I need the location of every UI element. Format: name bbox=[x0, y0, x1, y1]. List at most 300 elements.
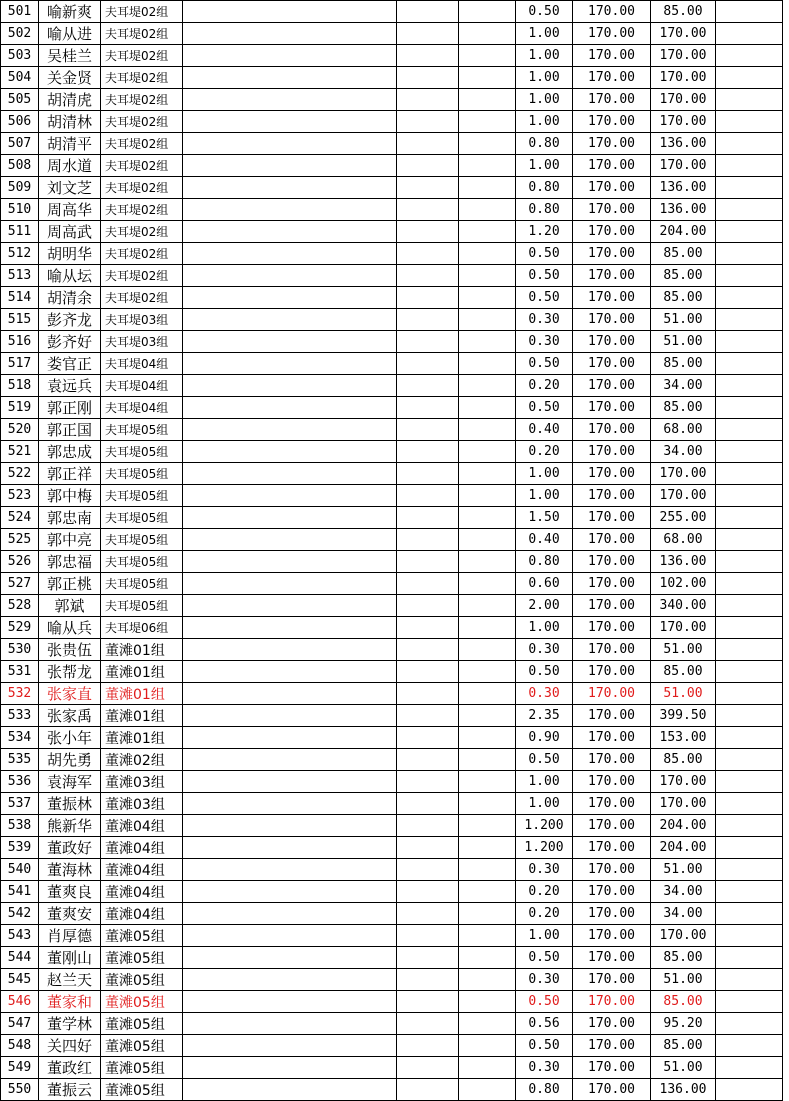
row-number-cell: 533 bbox=[1, 705, 39, 727]
name-cell: 赵兰天 bbox=[39, 969, 101, 991]
group-cell: 夫耳堤02组 bbox=[101, 111, 183, 133]
name-cell: 喻从坛 bbox=[39, 265, 101, 287]
group-cell: 董滩04组 bbox=[101, 881, 183, 903]
amount-cell: 340.00 bbox=[651, 595, 716, 617]
name-cell: 关四好 bbox=[39, 1035, 101, 1057]
price-cell: 170.00 bbox=[573, 67, 651, 89]
name-cell: 袁海军 bbox=[39, 771, 101, 793]
group-cell: 董滩05组 bbox=[101, 1057, 183, 1079]
price-cell: 170.00 bbox=[573, 749, 651, 771]
price-cell: 170.00 bbox=[573, 573, 651, 595]
empty-cell bbox=[459, 617, 516, 639]
group-cell: 夫耳堤02组 bbox=[101, 287, 183, 309]
name-cell: 彭齐好 bbox=[39, 331, 101, 353]
price-cell: 170.00 bbox=[573, 23, 651, 45]
area-cell: 0.90 bbox=[516, 727, 573, 749]
amount-cell: 170.00 bbox=[651, 111, 716, 133]
group-cell: 夫耳堤05组 bbox=[101, 463, 183, 485]
table-row bbox=[1, 1079, 783, 1101]
group-cell: 夫耳堤02组 bbox=[101, 243, 183, 265]
empty-cell bbox=[183, 903, 397, 925]
empty-cell bbox=[716, 463, 783, 485]
group-cell: 夫耳堤02组 bbox=[101, 45, 183, 67]
price-cell: 170.00 bbox=[573, 89, 651, 111]
area-cell: 1.00 bbox=[516, 155, 573, 177]
name-cell: 张家直 bbox=[39, 683, 101, 705]
name-cell: 肖厚德 bbox=[39, 925, 101, 947]
group-cell: 董滩05组 bbox=[101, 1035, 183, 1057]
table-row bbox=[1, 375, 783, 397]
empty-cell bbox=[459, 727, 516, 749]
empty-cell bbox=[183, 529, 397, 551]
name-cell: 周高华 bbox=[39, 199, 101, 221]
name-cell: 董海林 bbox=[39, 859, 101, 881]
empty-cell bbox=[397, 23, 459, 45]
empty-cell bbox=[397, 969, 459, 991]
empty-cell bbox=[716, 661, 783, 683]
empty-cell bbox=[459, 287, 516, 309]
empty-cell bbox=[716, 23, 783, 45]
empty-cell bbox=[183, 617, 397, 639]
empty-cell bbox=[716, 199, 783, 221]
group-cell: 夫耳堤05组 bbox=[101, 485, 183, 507]
group-cell: 董滩05组 bbox=[101, 1013, 183, 1035]
table-row bbox=[1, 133, 783, 155]
empty-cell bbox=[183, 111, 397, 133]
empty-cell bbox=[183, 221, 397, 243]
empty-cell bbox=[397, 397, 459, 419]
empty-cell bbox=[459, 353, 516, 375]
empty-cell bbox=[716, 1013, 783, 1035]
table-row bbox=[1, 705, 783, 727]
table-row bbox=[1, 727, 783, 749]
empty-cell bbox=[716, 155, 783, 177]
table-row bbox=[1, 793, 783, 815]
row-number-cell: 526 bbox=[1, 551, 39, 573]
empty-cell bbox=[459, 419, 516, 441]
empty-cell bbox=[716, 903, 783, 925]
table-row bbox=[1, 243, 783, 265]
empty-cell bbox=[459, 991, 516, 1013]
price-cell: 170.00 bbox=[573, 661, 651, 683]
area-cell: 0.20 bbox=[516, 375, 573, 397]
name-cell: 胡清林 bbox=[39, 111, 101, 133]
amount-cell: 85.00 bbox=[651, 265, 716, 287]
row-number-cell: 542 bbox=[1, 903, 39, 925]
table-row bbox=[1, 507, 783, 529]
empty-cell bbox=[183, 771, 397, 793]
empty-cell bbox=[183, 353, 397, 375]
amount-cell: 153.00 bbox=[651, 727, 716, 749]
empty-cell bbox=[183, 287, 397, 309]
group-cell: 夫耳堤05组 bbox=[101, 595, 183, 617]
empty-cell bbox=[397, 749, 459, 771]
row-number-cell: 527 bbox=[1, 573, 39, 595]
area-cell: 0.50 bbox=[516, 947, 573, 969]
group-cell: 董滩05组 bbox=[101, 969, 183, 991]
area-cell: 1.00 bbox=[516, 463, 573, 485]
area-cell: 1.20 bbox=[516, 221, 573, 243]
empty-cell bbox=[716, 573, 783, 595]
price-cell: 170.00 bbox=[573, 485, 651, 507]
empty-cell bbox=[716, 331, 783, 353]
name-cell: 董政红 bbox=[39, 1057, 101, 1079]
empty-cell bbox=[459, 793, 516, 815]
empty-cell bbox=[183, 925, 397, 947]
row-number-cell: 514 bbox=[1, 287, 39, 309]
empty-cell bbox=[459, 265, 516, 287]
empty-cell bbox=[397, 617, 459, 639]
group-cell: 夫耳堤05组 bbox=[101, 573, 183, 595]
amount-cell: 399.50 bbox=[651, 705, 716, 727]
name-cell: 彭齐龙 bbox=[39, 309, 101, 331]
price-cell: 170.00 bbox=[573, 353, 651, 375]
empty-cell bbox=[716, 595, 783, 617]
name-cell: 胡先勇 bbox=[39, 749, 101, 771]
empty-cell bbox=[397, 639, 459, 661]
area-cell: 1.00 bbox=[516, 771, 573, 793]
empty-cell bbox=[397, 771, 459, 793]
table-row bbox=[1, 639, 783, 661]
price-cell: 170.00 bbox=[573, 1079, 651, 1101]
empty-cell bbox=[459, 551, 516, 573]
area-cell: 1.00 bbox=[516, 617, 573, 639]
empty-cell bbox=[183, 133, 397, 155]
price-cell: 170.00 bbox=[573, 155, 651, 177]
row-number-cell: 503 bbox=[1, 45, 39, 67]
row-number-cell: 524 bbox=[1, 507, 39, 529]
empty-cell bbox=[397, 441, 459, 463]
name-cell: 张小年 bbox=[39, 727, 101, 749]
empty-cell bbox=[183, 507, 397, 529]
row-number-cell: 520 bbox=[1, 419, 39, 441]
name-cell: 周水道 bbox=[39, 155, 101, 177]
empty-cell bbox=[716, 45, 783, 67]
empty-cell bbox=[183, 727, 397, 749]
area-cell: 0.50 bbox=[516, 661, 573, 683]
empty-cell bbox=[183, 947, 397, 969]
row-number-cell: 539 bbox=[1, 837, 39, 859]
group-cell: 董滩01组 bbox=[101, 683, 183, 705]
empty-cell bbox=[716, 925, 783, 947]
empty-cell bbox=[397, 991, 459, 1013]
name-cell: 周高武 bbox=[39, 221, 101, 243]
amount-cell: 51.00 bbox=[651, 639, 716, 661]
amount-cell: 51.00 bbox=[651, 309, 716, 331]
area-cell: 0.60 bbox=[516, 573, 573, 595]
group-cell: 董滩05组 bbox=[101, 947, 183, 969]
empty-cell bbox=[716, 1057, 783, 1079]
empty-cell bbox=[459, 1079, 516, 1101]
price-cell: 170.00 bbox=[573, 177, 651, 199]
table-row bbox=[1, 419, 783, 441]
empty-cell bbox=[397, 331, 459, 353]
area-cell: 1.50 bbox=[516, 507, 573, 529]
empty-cell bbox=[459, 639, 516, 661]
table-row bbox=[1, 859, 783, 881]
row-number-cell: 547 bbox=[1, 1013, 39, 1035]
empty-cell bbox=[459, 573, 516, 595]
area-cell: 0.80 bbox=[516, 199, 573, 221]
table-row bbox=[1, 463, 783, 485]
empty-cell bbox=[397, 89, 459, 111]
group-cell: 夫耳堤02组 bbox=[101, 1, 183, 23]
price-cell: 170.00 bbox=[573, 969, 651, 991]
price-cell: 170.00 bbox=[573, 397, 651, 419]
empty-cell bbox=[397, 243, 459, 265]
empty-cell bbox=[183, 991, 397, 1013]
price-cell: 170.00 bbox=[573, 133, 651, 155]
empty-cell bbox=[716, 507, 783, 529]
area-cell: 0.50 bbox=[516, 749, 573, 771]
empty-cell bbox=[397, 1035, 459, 1057]
empty-cell bbox=[183, 23, 397, 45]
area-cell: 0.50 bbox=[516, 991, 573, 1013]
empty-cell bbox=[716, 683, 783, 705]
group-cell: 夫耳堤02组 bbox=[101, 199, 183, 221]
empty-cell bbox=[397, 815, 459, 837]
empty-cell bbox=[459, 881, 516, 903]
empty-cell bbox=[397, 1, 459, 23]
price-cell: 170.00 bbox=[573, 925, 651, 947]
name-cell: 袁远兵 bbox=[39, 375, 101, 397]
empty-cell bbox=[183, 67, 397, 89]
amount-cell: 34.00 bbox=[651, 903, 716, 925]
row-number-cell: 548 bbox=[1, 1035, 39, 1057]
empty-cell bbox=[459, 903, 516, 925]
price-cell: 170.00 bbox=[573, 529, 651, 551]
empty-cell bbox=[459, 397, 516, 419]
empty-cell bbox=[716, 441, 783, 463]
table-row bbox=[1, 925, 783, 947]
area-cell: 0.30 bbox=[516, 639, 573, 661]
area-cell: 0.80 bbox=[516, 133, 573, 155]
group-cell: 董滩04组 bbox=[101, 903, 183, 925]
area-cell: 0.50 bbox=[516, 287, 573, 309]
empty-cell bbox=[459, 375, 516, 397]
amount-cell: 204.00 bbox=[651, 221, 716, 243]
name-cell: 郭斌 bbox=[39, 595, 101, 617]
empty-cell bbox=[459, 45, 516, 67]
row-number-cell: 516 bbox=[1, 331, 39, 353]
empty-cell bbox=[397, 683, 459, 705]
area-cell: 1.00 bbox=[516, 89, 573, 111]
group-cell: 夫耳堤06组 bbox=[101, 617, 183, 639]
row-number-cell: 517 bbox=[1, 353, 39, 375]
empty-cell bbox=[183, 199, 397, 221]
area-cell: 0.30 bbox=[516, 859, 573, 881]
table-row bbox=[1, 661, 783, 683]
price-cell: 170.00 bbox=[573, 309, 651, 331]
group-cell: 董滩01组 bbox=[101, 639, 183, 661]
empty-cell bbox=[183, 595, 397, 617]
amount-cell: 34.00 bbox=[651, 375, 716, 397]
amount-cell: 170.00 bbox=[651, 617, 716, 639]
empty-cell bbox=[459, 837, 516, 859]
empty-cell bbox=[183, 1013, 397, 1035]
group-cell: 夫耳堤03组 bbox=[101, 309, 183, 331]
empty-cell bbox=[397, 507, 459, 529]
empty-cell bbox=[459, 111, 516, 133]
empty-cell bbox=[183, 177, 397, 199]
empty-cell bbox=[459, 661, 516, 683]
area-cell: 0.80 bbox=[516, 551, 573, 573]
price-cell: 170.00 bbox=[573, 111, 651, 133]
area-cell: 0.20 bbox=[516, 881, 573, 903]
empty-cell bbox=[397, 705, 459, 727]
empty-cell bbox=[397, 1057, 459, 1079]
row-number-cell: 511 bbox=[1, 221, 39, 243]
price-cell: 170.00 bbox=[573, 375, 651, 397]
row-number-cell: 512 bbox=[1, 243, 39, 265]
table-row bbox=[1, 881, 783, 903]
amount-cell: 204.00 bbox=[651, 837, 716, 859]
group-cell: 夫耳堤02组 bbox=[101, 67, 183, 89]
area-cell: 0.30 bbox=[516, 1057, 573, 1079]
empty-cell bbox=[716, 859, 783, 881]
empty-cell bbox=[459, 1013, 516, 1035]
price-cell: 170.00 bbox=[573, 771, 651, 793]
empty-cell bbox=[397, 661, 459, 683]
group-cell: 董滩04组 bbox=[101, 837, 183, 859]
price-cell: 170.00 bbox=[573, 463, 651, 485]
amount-cell: 85.00 bbox=[651, 661, 716, 683]
empty-cell bbox=[183, 331, 397, 353]
amount-cell: 170.00 bbox=[651, 925, 716, 947]
empty-cell bbox=[716, 67, 783, 89]
name-cell: 胡清余 bbox=[39, 287, 101, 309]
empty-cell bbox=[459, 199, 516, 221]
empty-cell bbox=[459, 1, 516, 23]
empty-cell bbox=[459, 705, 516, 727]
row-number-cell: 550 bbox=[1, 1079, 39, 1101]
group-cell: 夫耳堤04组 bbox=[101, 375, 183, 397]
row-number-cell: 530 bbox=[1, 639, 39, 661]
amount-cell: 85.00 bbox=[651, 287, 716, 309]
empty-cell bbox=[459, 859, 516, 881]
group-cell: 夫耳堤03组 bbox=[101, 331, 183, 353]
empty-cell bbox=[459, 155, 516, 177]
table-row bbox=[1, 529, 783, 551]
price-cell: 170.00 bbox=[573, 1035, 651, 1057]
row-number-cell: 545 bbox=[1, 969, 39, 991]
empty-cell bbox=[459, 771, 516, 793]
group-cell: 董滩04组 bbox=[101, 859, 183, 881]
price-cell: 170.00 bbox=[573, 617, 651, 639]
price-cell: 170.00 bbox=[573, 881, 651, 903]
area-cell: 1.00 bbox=[516, 45, 573, 67]
group-cell: 董滩01组 bbox=[101, 705, 183, 727]
empty-cell bbox=[397, 45, 459, 67]
price-cell: 170.00 bbox=[573, 507, 651, 529]
price-cell: 170.00 bbox=[573, 727, 651, 749]
area-cell: 0.30 bbox=[516, 331, 573, 353]
empty-cell bbox=[397, 155, 459, 177]
amount-cell: 170.00 bbox=[651, 67, 716, 89]
amount-cell: 85.00 bbox=[651, 1, 716, 23]
empty-cell bbox=[397, 551, 459, 573]
empty-cell bbox=[183, 89, 397, 111]
empty-cell bbox=[716, 1, 783, 23]
name-cell: 郭中亮 bbox=[39, 529, 101, 551]
amount-cell: 68.00 bbox=[651, 419, 716, 441]
empty-cell bbox=[183, 1079, 397, 1101]
name-cell: 郭忠福 bbox=[39, 551, 101, 573]
empty-cell bbox=[459, 595, 516, 617]
table-row bbox=[1, 969, 783, 991]
empty-cell bbox=[397, 287, 459, 309]
table-row bbox=[1, 1057, 783, 1079]
amount-cell: 170.00 bbox=[651, 23, 716, 45]
empty-cell bbox=[716, 243, 783, 265]
row-number-cell: 529 bbox=[1, 617, 39, 639]
row-number-cell: 549 bbox=[1, 1057, 39, 1079]
table-row bbox=[1, 771, 783, 793]
amount-cell: 51.00 bbox=[651, 969, 716, 991]
empty-cell bbox=[183, 837, 397, 859]
amount-cell: 255.00 bbox=[651, 507, 716, 529]
row-number-cell: 525 bbox=[1, 529, 39, 551]
amount-cell: 34.00 bbox=[651, 441, 716, 463]
group-cell: 夫耳堤05组 bbox=[101, 507, 183, 529]
amount-cell: 204.00 bbox=[651, 815, 716, 837]
empty-cell bbox=[183, 815, 397, 837]
empty-cell bbox=[183, 705, 397, 727]
row-number-cell: 528 bbox=[1, 595, 39, 617]
price-cell: 170.00 bbox=[573, 639, 651, 661]
empty-cell bbox=[183, 793, 397, 815]
name-cell: 郭忠成 bbox=[39, 441, 101, 463]
table-row bbox=[1, 595, 783, 617]
row-number-cell: 518 bbox=[1, 375, 39, 397]
amount-cell: 136.00 bbox=[651, 177, 716, 199]
table-row bbox=[1, 353, 783, 375]
price-cell: 170.00 bbox=[573, 859, 651, 881]
empty-cell bbox=[716, 991, 783, 1013]
price-cell: 170.00 bbox=[573, 331, 651, 353]
price-cell: 170.00 bbox=[573, 991, 651, 1013]
area-cell: 0.30 bbox=[516, 683, 573, 705]
table-row bbox=[1, 617, 783, 639]
amount-cell: 85.00 bbox=[651, 353, 716, 375]
name-cell: 郭忠南 bbox=[39, 507, 101, 529]
empty-cell bbox=[716, 287, 783, 309]
name-cell: 董刚山 bbox=[39, 947, 101, 969]
table-row bbox=[1, 1035, 783, 1057]
empty-cell bbox=[459, 683, 516, 705]
empty-cell bbox=[183, 155, 397, 177]
table-row bbox=[1, 397, 783, 419]
name-cell: 喻从兵 bbox=[39, 617, 101, 639]
group-cell: 夫耳堤02组 bbox=[101, 177, 183, 199]
table-row bbox=[1, 551, 783, 573]
amount-cell: 136.00 bbox=[651, 551, 716, 573]
area-cell: 0.50 bbox=[516, 397, 573, 419]
table-body bbox=[1, 1, 783, 1101]
name-cell: 胡明华 bbox=[39, 243, 101, 265]
empty-cell bbox=[397, 947, 459, 969]
area-cell: 0.80 bbox=[516, 177, 573, 199]
row-number-cell: 540 bbox=[1, 859, 39, 881]
group-cell: 董滩05组 bbox=[101, 1079, 183, 1101]
row-number-cell: 507 bbox=[1, 133, 39, 155]
row-number-cell: 544 bbox=[1, 947, 39, 969]
name-cell: 喻从进 bbox=[39, 23, 101, 45]
row-number-cell: 515 bbox=[1, 309, 39, 331]
table-row bbox=[1, 815, 783, 837]
empty-cell bbox=[716, 309, 783, 331]
empty-cell bbox=[397, 595, 459, 617]
